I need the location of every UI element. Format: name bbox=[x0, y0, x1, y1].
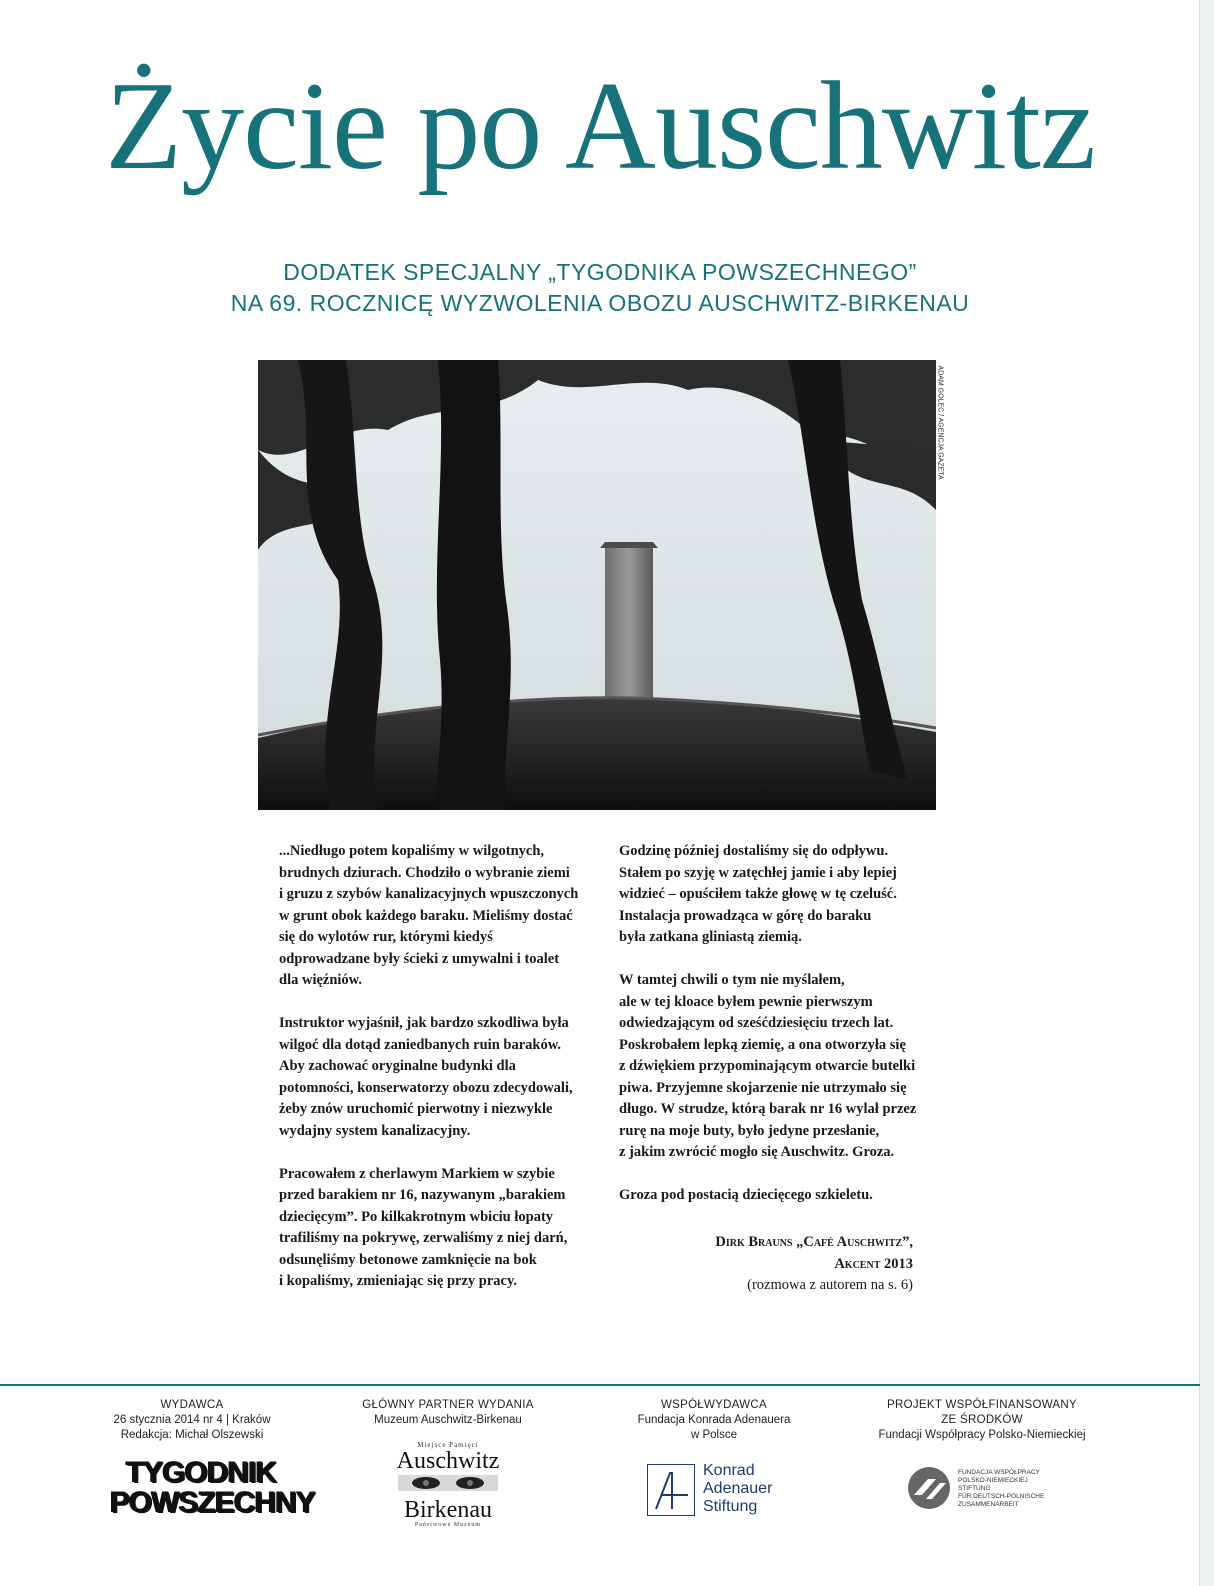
tygodnik-powszechny-logo bbox=[110, 1456, 316, 1522]
photo-illustration bbox=[258, 360, 936, 810]
source-author-title: Dirk Brauns „Café Auschwitz”, bbox=[715, 1234, 913, 1250]
article-paragraph: Godzinę później dostaliśmy się do odpływu. Stałem po szyję w zatęchłej jamie i aby lepiej widzieć – opuściłem także głowę w tę czeluść. Instalacja prowadząca w górę do baraku była zatkana gliniastą ziemią. bbox=[619, 843, 897, 945]
logo-bottom-text: Państwowe Muzeum bbox=[414, 1522, 482, 1528]
logo-line: POLSKO-NIEMIECKIEJ bbox=[958, 1477, 1028, 1484]
fwpn-logo bbox=[906, 1465, 1106, 1515]
subtitle bbox=[0, 257, 1200, 319]
publisher-editor: Redakcja: Michał Olszewski bbox=[120, 1429, 264, 1441]
logo-line: Konrad bbox=[703, 1462, 755, 1479]
logo-birkenau-text: Birkenau bbox=[404, 1497, 492, 1523]
logo-top-text: Miejsce Pamięci bbox=[417, 1441, 479, 1449]
cofinance-heading-2: ZE ŚRODKÓW bbox=[941, 1414, 1023, 1426]
fwpn-emblem-icon bbox=[906, 1465, 952, 1511]
logo-line: Adenauer bbox=[703, 1480, 773, 1497]
logo-line: POWSZECHNY bbox=[110, 1486, 316, 1519]
page-title: Życie po Auschwitz bbox=[105, 57, 1095, 196]
article-paragraph: Instruktor wyjaśnił, jak bardzo szkodliwa była wilgoć dla dotąd zaniedbanych ruin baraków. Aby zachować oryginalne budynki dla potomności, konserwatorzy obozu zdecydowali, żeby znów uruchomić pierwotny i niezwykle wydajny system kanalizacyjny. bbox=[279, 1015, 573, 1139]
kas-emblem-icon bbox=[647, 1464, 695, 1516]
source-note: (rozmowa z autorem na s. 6) bbox=[747, 1277, 913, 1293]
copublisher-country: w Polsce bbox=[690, 1429, 738, 1441]
cofinance-name: Fundacji Współpracy Polsko-Niemieckiej bbox=[878, 1429, 1086, 1441]
eyes-icon bbox=[388, 1473, 508, 1493]
tower-top bbox=[600, 542, 658, 548]
footer-partner bbox=[328, 1398, 568, 1428]
logo-line: TYGODNIK bbox=[126, 1456, 277, 1489]
publisher-date: 26 stycznia 2014 nr 4 | Kraków bbox=[113, 1414, 271, 1426]
footer-copublisher bbox=[594, 1398, 834, 1443]
logo-auschwitz-text: Auschwitz bbox=[396, 1448, 500, 1474]
memorial-photo bbox=[258, 360, 936, 810]
page-edge bbox=[1199, 0, 1214, 1586]
footer-cofinance bbox=[862, 1398, 1102, 1443]
logo-line: FÜR DEUTSCH-POLNISCHE bbox=[958, 1493, 1045, 1500]
partner-name: Muzeum Auschwitz-Birkenau bbox=[374, 1414, 522, 1426]
footer-divider bbox=[0, 1384, 1200, 1386]
copublisher-heading: WSPÓŁWYDAWCA bbox=[660, 1399, 768, 1411]
cofinance-heading: PROJEKT WSPÓŁFINANSOWANY bbox=[887, 1399, 1077, 1411]
subtitle-line-2: NA 69. ROCZNICĘ WYZWOLENIA OBOZU AUSCHWITZ-BIRKENAU bbox=[230, 290, 970, 316]
fwpn-logo-text bbox=[958, 1469, 1044, 1509]
article-column-left bbox=[279, 841, 609, 1314]
subtitle-line-1: DODATEK SPECJALNY „TYGODNIKA POWSZECHNEGO” bbox=[283, 259, 917, 285]
photo-credit-text: ADAM GOLEC / AGENCJA GAZETA bbox=[936, 365, 944, 480]
publisher-heading: WYDAWCA bbox=[160, 1399, 224, 1411]
source-publisher: Akcent 2013 bbox=[834, 1255, 913, 1272]
logo-line: STIFTUNG bbox=[958, 1485, 991, 1492]
logo-line: FUNDACJA WSPÓŁPRACY bbox=[958, 1469, 1040, 1476]
kas-logo-text bbox=[703, 1462, 772, 1516]
logo-line: Stiftung bbox=[703, 1498, 758, 1515]
source-citation bbox=[619, 1232, 913, 1297]
copublisher-name: Fundacja Konrada Adenauera bbox=[637, 1414, 791, 1426]
article-paragraph: Groza pod postacią dziecięcego szkieletu. bbox=[619, 1187, 873, 1203]
article-paragraph: W tamtej chwili o tym nie myślałem, ale w tej kloace byłem pewnie pierwszym odwiedzającym od sześćdziesięciu trzech lat. Poskrobałem lepką ziemię, a ona otworzyła się z dźwiękiem przypominającym otwarcie butelki piwa. Przyjemne skojarzenie nie utrzymało się długo. W strudze, którą barak nr 16 wylał przez rurę na moje buty, było jedyne przesłanie, z jakim zwrócić mogło się Auschwitz. Groza. bbox=[619, 972, 917, 1160]
kas-logo bbox=[647, 1462, 807, 1518]
article-paragraph: ...Niedługo potem kopaliśmy w wilgotnych, brudnych dziurach. Chodziło o wybranie ziemi i gruzu z szybów kanalizacyjnych wpuszczonych w grunt obok każdego baraku. Mieliśmy dostać się do wylotów rur, którymi kiedyś odprowadzane były ścieki z umywalni i toalet dla więźniów. bbox=[279, 843, 579, 988]
logo-line: ZUSAMMENARBEIT bbox=[958, 1501, 1019, 1508]
footer-publisher bbox=[72, 1398, 312, 1443]
article-column-right bbox=[619, 841, 939, 1228]
photo-credit bbox=[930, 365, 950, 492]
auschwitz-birkenau-logo bbox=[388, 1441, 508, 1531]
tree-middle bbox=[437, 360, 511, 810]
article-paragraph: Pracowałem z cherlawym Markiem w szybie przed barakiem nr 16, nazywanym „barakiem dziecięcym”. Po kilkakrotnym wbiciu łopaty trafiliśmy na pokrywę, zerwaliśmy z niej darń, odsunęliśmy betonowe zamknięcie na bok i kopaliśmy, zmieniając się przy pracy. bbox=[279, 1165, 568, 1289]
tower bbox=[605, 542, 653, 708]
partner-heading: GŁÓWNY PARTNER WYDANIA bbox=[362, 1399, 534, 1411]
